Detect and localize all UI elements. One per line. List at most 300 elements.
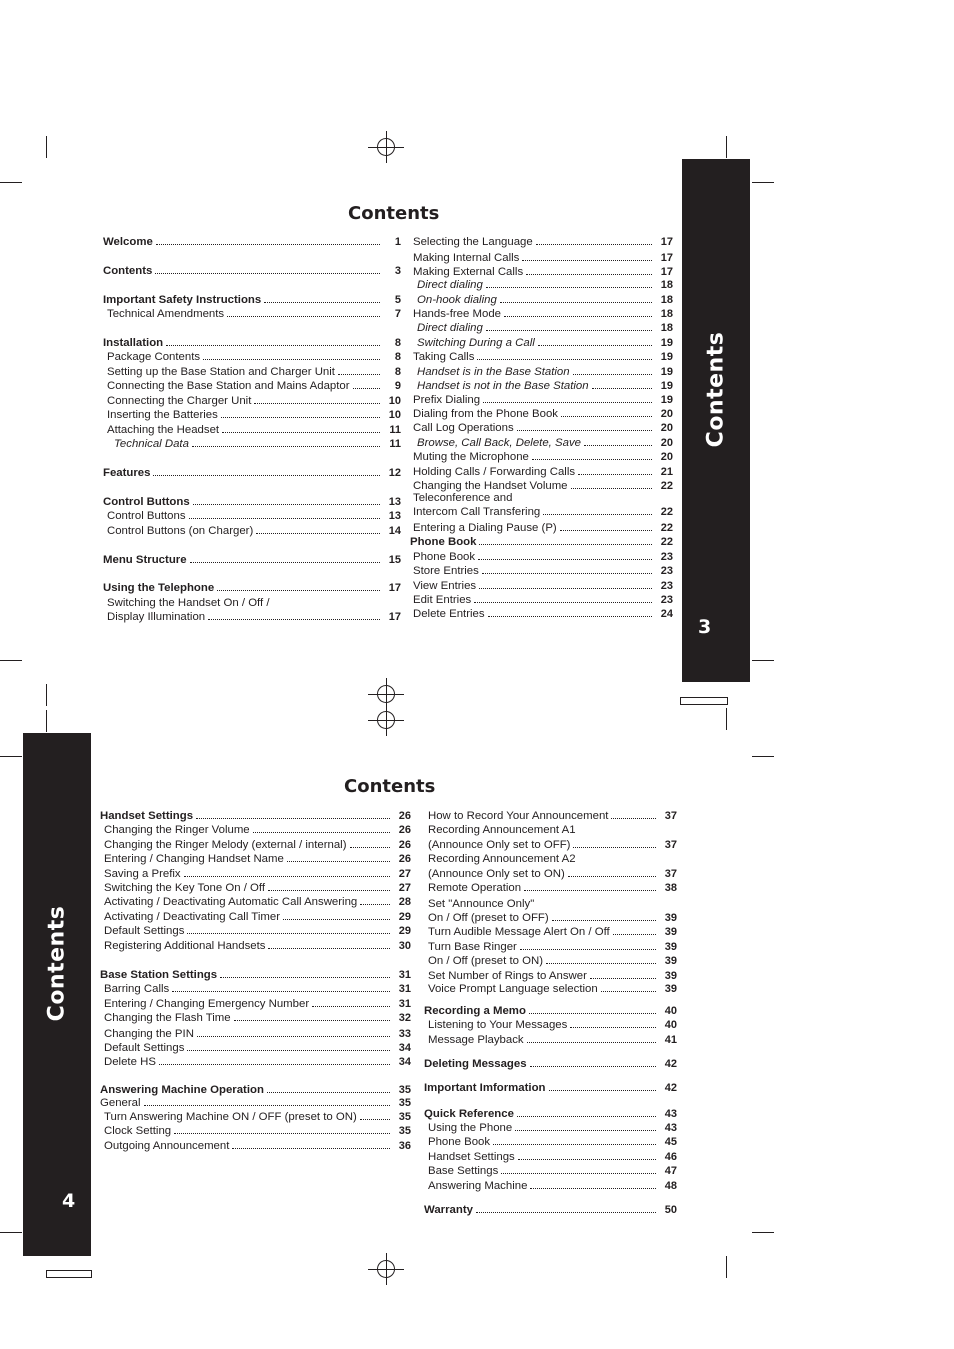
dot-leader	[527, 1042, 656, 1043]
dot-leader	[524, 890, 656, 891]
dot-leader	[517, 430, 652, 431]
toc-entry	[424, 1005, 677, 1018]
dot-leader	[187, 1050, 390, 1051]
toc-entry-label: Handset is in the Base Station	[417, 366, 570, 378]
toc-entry-label: Barring Calls	[104, 983, 170, 995]
toc-entry-page: 18	[660, 279, 673, 291]
toc-entry-page: 8	[394, 337, 401, 349]
toc-entry	[413, 608, 673, 621]
toc-entry	[424, 926, 677, 939]
dot-leader	[561, 416, 652, 417]
toc-entry-label: Turn Audible Message Alert On / Off	[428, 926, 610, 938]
toc-entry-page: 39	[664, 983, 677, 995]
toc-entry	[410, 536, 673, 549]
dot-leader	[192, 446, 380, 447]
toc-entry	[100, 1084, 411, 1097]
dot-leader	[517, 1116, 656, 1117]
registration-mark-icon	[377, 138, 395, 156]
toc-entry	[424, 1082, 677, 1095]
toc-entry-label: Control Buttons	[107, 510, 186, 522]
toc-entry	[100, 1125, 411, 1138]
dot-leader	[144, 1105, 390, 1106]
toc-entry	[100, 853, 411, 866]
toc-entry-label: Call Log Operations	[413, 422, 514, 434]
dot-leader	[568, 876, 656, 877]
toc-entry-page: 31	[398, 998, 411, 1010]
dot-leader	[479, 544, 652, 545]
dot-leader	[518, 1159, 656, 1160]
toc-entry	[103, 582, 401, 595]
dot-leader	[522, 260, 652, 261]
toc-entry-label: Control Buttons (on Charger)	[107, 525, 254, 537]
toc-entry-page: 17	[388, 582, 401, 594]
toc-entry-page: 38	[664, 882, 677, 894]
toc-entry-page: 7	[394, 308, 401, 320]
toc-entry-page: 46	[664, 1151, 677, 1163]
toc-entry	[413, 437, 673, 450]
dot-leader	[573, 374, 652, 375]
dot-leader	[493, 1144, 656, 1145]
toc-entry-page: 8	[394, 366, 401, 378]
dot-leader	[190, 562, 380, 563]
toc-entry-label: Prefix Dialing	[413, 394, 481, 406]
toc-entry-label: Contents	[103, 265, 153, 277]
toc-entry	[424, 983, 677, 996]
toc-entry	[100, 983, 411, 996]
dot-leader	[571, 488, 652, 489]
dot-leader	[529, 1013, 656, 1014]
toc-entry	[100, 896, 411, 909]
dot-leader	[552, 920, 656, 921]
toc-entry	[424, 955, 677, 968]
toc-entry-label: Phone Book	[410, 536, 477, 548]
toc-entry	[424, 1165, 677, 1178]
toc-entry	[103, 611, 401, 624]
toc-entry-label: Important Safety Instructions	[103, 294, 262, 306]
toc-entry-label: Deleting Messages	[424, 1058, 527, 1070]
toc-entry	[103, 525, 401, 538]
toc-entry-label: Browse, Call Back, Delete, Save	[417, 437, 581, 449]
toc-entry	[103, 554, 401, 567]
toc-entry-page: 23	[660, 551, 673, 563]
toc-entry-page: 24	[660, 608, 673, 620]
dot-leader	[196, 818, 390, 819]
dot-leader	[222, 432, 380, 433]
dot-leader	[532, 459, 652, 460]
toc-entry	[413, 580, 673, 593]
toc-entry	[424, 1204, 677, 1217]
toc-entry	[100, 1028, 411, 1041]
toc-entry	[103, 424, 401, 437]
toc-entry-label: Switching the Key Tone On / Off	[104, 882, 266, 894]
toc-entry-page: 37	[664, 868, 677, 880]
toc-entry-label: Warranty	[424, 1204, 473, 1216]
toc-entry	[100, 925, 411, 938]
toc-entry-label: Default Settings	[104, 925, 185, 937]
toc-entry-page: 15	[388, 554, 401, 566]
dot-leader	[476, 1212, 656, 1213]
toc-entry-page: 31	[398, 983, 411, 995]
toc-entry-label: Base Station Settings	[100, 969, 218, 981]
dot-leader	[543, 514, 652, 515]
toc-entry-page: 22	[660, 536, 673, 548]
dot-leader	[592, 388, 652, 389]
toc-entry-label: Recording Announcement A1	[428, 824, 576, 836]
toc-entry	[413, 466, 673, 479]
toc-entry-label: Teleconference and	[413, 492, 513, 504]
toc-entry	[100, 839, 411, 852]
toc-entry	[413, 422, 673, 435]
dot-leader	[560, 530, 652, 531]
toc-entry-page: 19	[660, 351, 673, 363]
toc-entry	[103, 294, 401, 307]
crop-mark	[0, 1232, 22, 1233]
toc-entry-page: 19	[660, 380, 673, 392]
side-tab-title: Contents	[44, 905, 70, 1022]
toc-entry-page: 41	[664, 1034, 677, 1046]
toc-entry	[103, 496, 401, 509]
toc-entry-label: Turn Base Ringer	[428, 941, 517, 953]
dot-leader	[584, 445, 652, 446]
toc-entry	[100, 1056, 411, 1069]
toc-entry	[424, 912, 677, 925]
toc-entry-label: On / Off (preset to ON)	[428, 955, 543, 967]
toc-entry-label: Intercom Call Transfering	[413, 506, 541, 518]
toc-entry-page: 22	[660, 506, 673, 518]
dot-leader	[159, 1064, 390, 1065]
dot-leader	[477, 359, 652, 360]
dot-leader	[360, 1119, 390, 1120]
toc-entry-page: 43	[664, 1108, 677, 1120]
crop-mark	[726, 708, 727, 730]
toc-entry-label: Delete HS	[104, 1056, 156, 1068]
toc-entry	[100, 1140, 411, 1153]
toc-entry-label: Features	[103, 467, 151, 479]
toc-entry-label: Setting up the Base Station and Charger Unit	[107, 366, 335, 378]
crop-mark	[726, 1256, 727, 1278]
toc-entry-label: Connecting the Charger Unit	[107, 395, 252, 407]
dot-leader	[526, 274, 652, 275]
dot-leader	[488, 616, 652, 617]
toc-entry-page: 30	[398, 940, 411, 952]
toc-entry-label: Technical Data	[114, 438, 189, 450]
toc-entry-page: 43	[664, 1122, 677, 1134]
toc-entry-page: 13	[388, 510, 401, 522]
toc-entry	[100, 940, 411, 953]
toc-entry-page: 26	[398, 839, 411, 851]
toc-entry-page: 10	[388, 409, 401, 421]
toc-entry-label: Making External Calls	[413, 266, 524, 278]
toc-entry-label: Important Imformation	[424, 1082, 546, 1094]
toc-entry-label: Entering a Dialing Pause (P)	[413, 522, 557, 534]
toc-entry-label: Welcome	[103, 236, 153, 248]
toc-entry	[100, 1012, 411, 1025]
crop-mark	[0, 756, 22, 757]
toc-entry-label: Edit Entries	[413, 594, 472, 606]
toc-entry-page: 34	[398, 1042, 411, 1054]
toc-entry-page: 9	[394, 380, 401, 392]
toc-entry-label: Outgoing Announcement	[104, 1140, 230, 1152]
toc-entry-page: 10	[388, 395, 401, 407]
crop-mark	[0, 660, 22, 661]
toc-entry-label: Set Number of Rings to Answer	[428, 970, 587, 982]
dot-leader	[601, 991, 656, 992]
toc-entry	[424, 824, 677, 837]
toc-entry	[413, 380, 673, 393]
dot-leader	[500, 302, 652, 303]
toc-entry	[424, 1034, 677, 1047]
toc-entry-page: 11	[389, 424, 401, 436]
toc-entry-label: Switching the Handset On / Off /	[107, 597, 270, 609]
toc-entry-label: Set "Announce Only"	[428, 898, 535, 910]
toc-entry-label: Remote Operation	[428, 882, 522, 894]
toc-entry-label: Taking Calls	[413, 351, 475, 363]
toc-entry-label: Control Buttons	[103, 496, 190, 508]
toc-entry	[424, 1122, 677, 1135]
toc-entry	[413, 351, 673, 364]
toc-entry	[103, 597, 401, 610]
toc-entry	[100, 882, 411, 895]
toc-entry-label: Technical Amendments	[107, 308, 225, 320]
toc-entry-page: 48	[664, 1180, 677, 1192]
toc-entry-label: Saving a Prefix	[104, 868, 181, 880]
crop-mark	[752, 756, 774, 757]
toc-entry-page: 17	[388, 611, 401, 623]
toc-entry	[424, 1108, 677, 1121]
toc-entry-label: Entering / Changing Emergency Number	[104, 998, 310, 1010]
toc-entry-label: Muting the Microphone	[413, 451, 529, 463]
toc-entry-label: Recording a Memo	[424, 1005, 526, 1017]
toc-entry-page: 37	[664, 810, 677, 822]
toc-entry	[413, 236, 673, 249]
dot-leader	[184, 876, 390, 877]
side-tab-page-3	[682, 159, 750, 682]
toc-entry-label: Dialing from the Phone Book	[413, 408, 558, 420]
dot-leader	[221, 417, 380, 418]
toc-entry-label: On-hook dialing	[417, 294, 497, 306]
dot-leader	[478, 559, 652, 560]
toc-entry-page: 8	[394, 351, 401, 363]
registration-mark-icon	[377, 1260, 395, 1278]
crop-mark	[46, 684, 47, 706]
toc-entry-label: Voice Prompt Language selection	[428, 983, 598, 995]
toc-entry-page: 5	[394, 294, 401, 306]
toc-entry	[100, 1097, 411, 1110]
toc-entry-page: 35	[398, 1111, 411, 1123]
toc-entry-page: 11	[389, 438, 401, 450]
toc-entry-page: 26	[398, 810, 411, 822]
toc-entry-page: 27	[398, 868, 411, 880]
toc-entry-page: 35	[398, 1125, 411, 1137]
crop-mark	[46, 136, 47, 158]
dot-leader	[538, 345, 652, 346]
dot-leader	[482, 573, 652, 574]
crop-mark	[726, 136, 727, 158]
toc-entry-page: 45	[664, 1136, 677, 1148]
toc-entry	[413, 594, 673, 607]
toc-entry-label: (Announce Only set to ON)	[428, 868, 565, 880]
crop-mark	[0, 182, 22, 183]
toc-entry-page: 19	[660, 366, 673, 378]
dot-leader	[287, 861, 390, 862]
toc-entry	[100, 969, 411, 982]
toc-entry-page: 23	[660, 594, 673, 606]
toc-entry-label: Default Settings	[104, 1042, 185, 1054]
toc-entry-label: Connecting the Base Station and Mains Adaptor	[107, 380, 350, 392]
crop-mark	[752, 660, 774, 661]
toc-entry-label: Registering Additional Handsets	[104, 940, 266, 952]
toc-entry-label: Phone Book	[413, 551, 476, 563]
dot-leader	[203, 359, 380, 360]
toc-entry-label: Answering Machine	[428, 1180, 528, 1192]
dot-leader	[338, 374, 380, 375]
toc-entry-page: 42	[664, 1082, 677, 1094]
color-bar-box	[680, 697, 728, 705]
toc-entry-label: Changing the Ringer Volume	[104, 824, 250, 836]
toc-entry	[103, 265, 401, 278]
toc-entry-page: 22	[660, 522, 673, 534]
toc-entry-label: Attaching the Headset	[107, 424, 220, 436]
toc-entry	[100, 1042, 411, 1055]
toc-entry	[413, 551, 673, 564]
dot-leader	[573, 847, 656, 848]
toc-entry	[103, 236, 401, 249]
toc-entry	[413, 366, 673, 379]
dot-leader	[504, 316, 652, 317]
toc-entry-page: 20	[660, 451, 673, 463]
dot-leader	[155, 273, 380, 274]
dot-leader	[515, 1130, 656, 1131]
toc-entry-page: 22	[660, 480, 673, 492]
dot-leader	[217, 590, 380, 591]
toc-entry-label: Direct dialing	[417, 279, 483, 291]
toc-entry-label: Entering / Changing Handset Name	[104, 853, 284, 865]
toc-entry-page: 29	[398, 911, 411, 923]
page-number: 4	[62, 1190, 76, 1212]
toc-entry	[413, 451, 673, 464]
toc-entry	[413, 294, 673, 307]
dot-leader	[208, 619, 380, 620]
toc-entry	[413, 506, 673, 519]
toc-entry	[100, 911, 411, 924]
toc-entry	[413, 492, 673, 505]
toc-entry-label: Changing the Handset Volume	[413, 480, 568, 492]
toc-entry-page: 39	[664, 970, 677, 982]
toc-entry	[424, 1019, 677, 1032]
toc-entry	[413, 279, 673, 292]
dot-leader	[546, 963, 656, 964]
toc-entry	[424, 1136, 677, 1149]
toc-entry-label: Handset Settings	[100, 810, 194, 822]
dot-leader	[520, 949, 656, 950]
dot-leader	[166, 345, 380, 346]
toc-entry-label: Phone Book	[428, 1136, 491, 1148]
crop-mark	[752, 1232, 774, 1233]
toc-entry-label: Turn Answering Machine ON / OFF (preset to ON)	[104, 1111, 357, 1123]
toc-entry	[424, 839, 677, 852]
toc-entry-label: Handset is not in the Base Station	[417, 380, 589, 392]
toc-entry-page: 28	[398, 896, 411, 908]
dot-leader	[611, 818, 656, 819]
toc-entry	[413, 522, 673, 535]
page-number: 3	[698, 616, 712, 638]
toc-entry-page: 40	[664, 1005, 677, 1017]
dot-leader	[483, 402, 652, 403]
toc-entry-page: 17	[660, 236, 673, 248]
dot-leader	[256, 533, 380, 534]
toc-entry-page: 23	[660, 580, 673, 592]
toc-entry-label: Changing the Ringer Melody (external / internal)	[104, 839, 347, 851]
toc-entry	[424, 882, 677, 895]
dot-leader	[187, 933, 390, 934]
toc-entry	[413, 337, 673, 350]
toc-entry	[100, 998, 411, 1011]
toc-entry-page: 1	[394, 236, 401, 248]
toc-entry-label: Installation	[103, 337, 164, 349]
toc-entry-page: 20	[660, 437, 673, 449]
color-bar-box	[46, 1270, 92, 1278]
dot-leader	[536, 244, 652, 245]
dot-leader	[156, 244, 380, 245]
toc-entry-page: 18	[660, 294, 673, 306]
toc-entry	[424, 810, 677, 823]
toc-entry-page: 17	[660, 266, 673, 278]
dot-leader	[267, 1092, 390, 1093]
dot-leader	[570, 1027, 656, 1028]
toc-entry-label: Store Entries	[413, 565, 479, 577]
dot-leader	[268, 948, 390, 949]
toc-entry-page: 33	[398, 1028, 411, 1040]
dot-leader	[234, 1020, 390, 1021]
toc-entry	[413, 394, 673, 407]
toc-entry-label: Quick Reference	[424, 1108, 514, 1120]
dot-leader	[486, 330, 652, 331]
toc-entry-label: Hands-free Mode	[413, 308, 502, 320]
toc-entry-label: Using the Telephone	[103, 582, 215, 594]
dot-leader	[254, 403, 380, 404]
toc-entry-label: Menu Structure	[103, 554, 187, 566]
dot-leader	[613, 934, 656, 935]
dot-leader	[227, 316, 380, 317]
toc-entry-label: Delete Entries	[413, 608, 485, 620]
toc-entry-label: Listening to Your Messages	[428, 1019, 568, 1031]
dot-leader	[153, 475, 380, 476]
dot-leader	[197, 1036, 390, 1037]
toc-entry-label: Clock Setting	[104, 1125, 172, 1137]
toc-entry-page: 19	[660, 337, 673, 349]
dot-leader	[530, 1188, 656, 1189]
toc-entry-page: 18	[660, 322, 673, 334]
toc-entry	[424, 1180, 677, 1193]
toc-entry	[103, 395, 401, 408]
dot-leader	[501, 1173, 656, 1174]
toc-entry-label: Handset Settings	[428, 1151, 515, 1163]
toc-entry-page: 20	[660, 408, 673, 420]
toc-entry-label: Making Internal Calls	[413, 252, 520, 264]
toc-entry	[100, 824, 411, 837]
dot-leader	[220, 977, 390, 978]
toc-entry-page: 34	[398, 1056, 411, 1068]
page-title: Contents	[344, 776, 436, 797]
toc-entry-page: 3	[394, 265, 401, 277]
toc-entry-label: Changing the PIN	[104, 1028, 194, 1040]
toc-entry	[103, 337, 401, 350]
toc-entry-page: 39	[664, 926, 677, 938]
dot-leader	[268, 890, 390, 891]
toc-entry-page: 39	[664, 912, 677, 924]
dot-leader	[549, 1090, 657, 1091]
toc-entry-page: 31	[398, 969, 411, 981]
